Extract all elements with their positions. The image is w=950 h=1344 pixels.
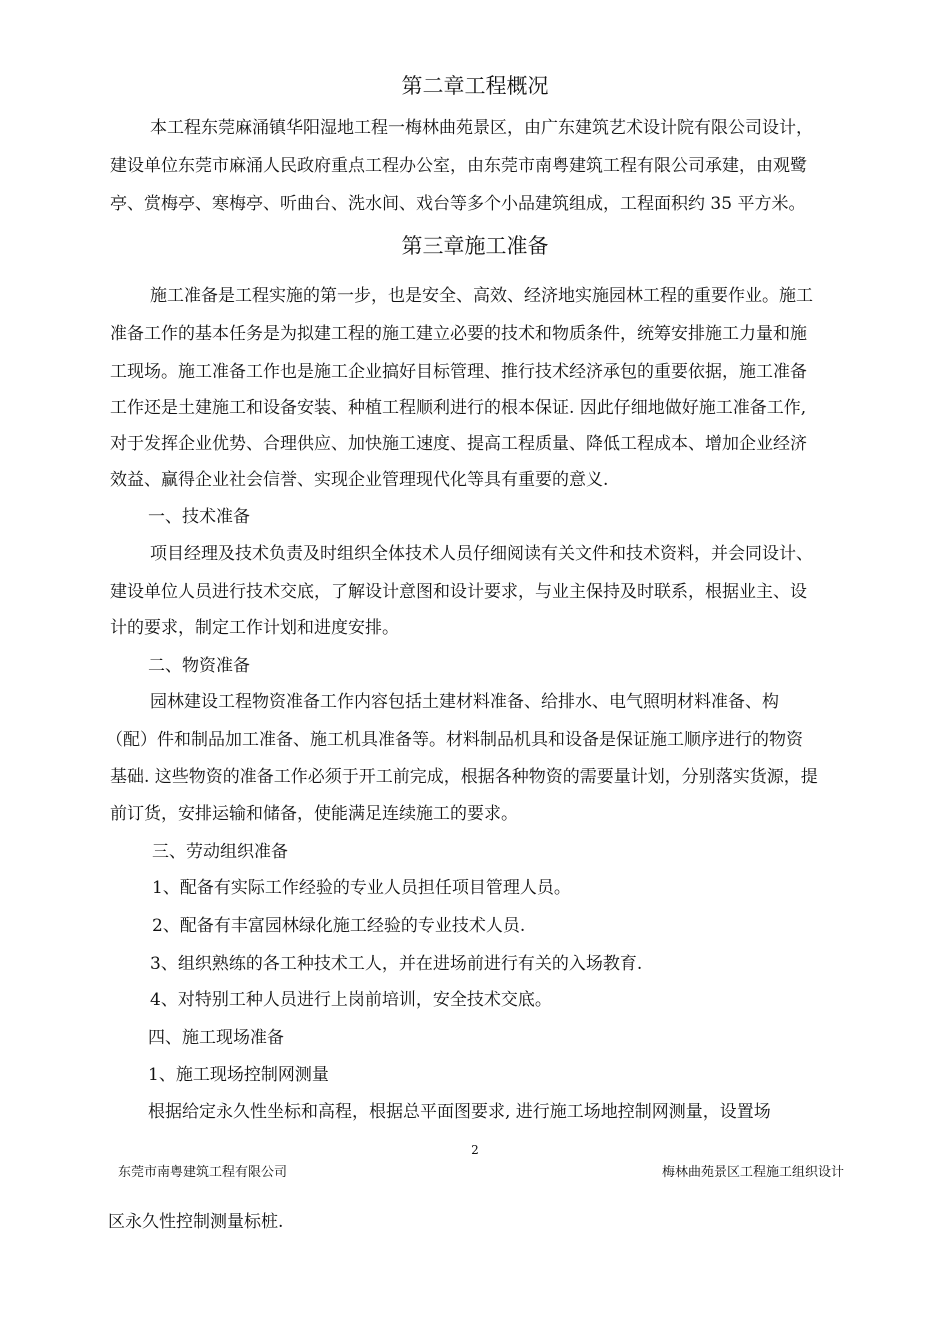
ch3-line-2: 准备工作的基本任务是为拟建工程的施工建立必要的技术和物质条件，统筹安排施工力量和施 (110, 324, 807, 344)
s2-line-3: 基础. 这些物资的准备工作必须于开工前完成，根据各种物资的需要量计划，分别落实货源，提 (110, 767, 818, 787)
s3-item-2: 2、配备有丰富园林绿化施工经验的专业技术人员. (152, 916, 526, 936)
section-3-heading: 三、劳动组织准备 (152, 842, 288, 862)
section-1-heading: 一、技术准备 (148, 507, 250, 527)
ch2-line-3: 亭、赏梅亭、寒梅亭、听曲台、洗水间、戏台等多个小品建筑组成，工程面积约 35 平方米。 (110, 194, 806, 214)
ch3-line-5: 对于发挥企业优势、合理供应、加快施工速度、提高工程质量、降低工程成本、增加企业经济 (110, 434, 807, 454)
ch3-line-1: 施工准备是工程实施的第一步，也是安全、高效、经济地实施园林工程的重要作业。施工 (150, 286, 813, 306)
header-document-title: 梅林曲苑景区工程施工组织设计 (662, 1165, 845, 1180)
section-4-subheading: 1、施工现场控制网测量 (148, 1065, 329, 1085)
page-number: 2 (471, 1143, 479, 1157)
ch3-line-4: 工作还是土建施工和设备安装、种植工程顺利进行的根本保证. 因此仔细地做好施工准备工作, (110, 398, 807, 418)
s1-line-2: 建设单位人员进行技术交底，了解设计意图和设计要求，与业主保持及时联系，根据业主、设 (110, 582, 807, 602)
s3-item-4: 4、对特别工种人员进行上岗前培训，安全技术交底。 (150, 990, 552, 1010)
s3-item-1: 1、配备有实际工作经验的专业人员担任项目管理人员。 (152, 878, 571, 898)
s1-line-1: 项目经理及技术负责及时组织全体技术人员仔细阅读有关文件和技术资料，并会同设计、 (150, 544, 813, 564)
s1-line-3: 计的要求，制定工作计划和进度安排。 (110, 618, 399, 638)
section-4-heading: 四、施工现场准备 (148, 1028, 284, 1048)
ch3-line-3: 工现场。施工准备工作也是施工企业搞好目标管理、推行技术经济承包的重要依据，施工准备 (110, 362, 807, 382)
s3-item-3: 3、组织熟练的各工种技术工人，并在进场前进行有关的入场教育. (150, 954, 643, 974)
ch2-line-2: 建设单位东莞市麻涌人民政府重点工程办公室，由东莞市南粤建筑工程有限公司承建，由观鹭 (110, 156, 807, 176)
s4-paragraph-start: 根据给定永久性坐标和高程，根据总平面图要求, 进行施工场地控制网测量，设置场 (148, 1102, 771, 1122)
s2-line-4: 前订货，安排运输和储备，使能满足连续施工的要求。 (110, 804, 518, 824)
chapter-2-title: 第二章工程概况 (401, 74, 549, 98)
s2-line-1: 园林建设工程物资准备工作内容包括土建材料准备、给排水、电气照明材料准备、构 (150, 692, 779, 712)
ch3-line-6: 效益、赢得企业社会信誉、实现企业管理现代化等具有重要的意义. (110, 470, 609, 490)
chapter-3-title: 第三章施工准备 (401, 234, 549, 258)
header-company: 东莞市南粤建筑工程有限公司 (118, 1165, 288, 1180)
continuation-line: 区永久性控制测量标桩. (108, 1212, 284, 1232)
s2-line-2: （配）件和制品加工准备、施工机具准备等。材料制品机具和设备是保证施工顺序进行的物资 (106, 730, 803, 750)
ch2-line-1: 本工程东莞麻涌镇华阳湿地工程一梅林曲苑景区，由广东建筑艺术设计院有限公司设计， (150, 118, 813, 138)
section-2-heading: 二、物资准备 (148, 656, 250, 676)
